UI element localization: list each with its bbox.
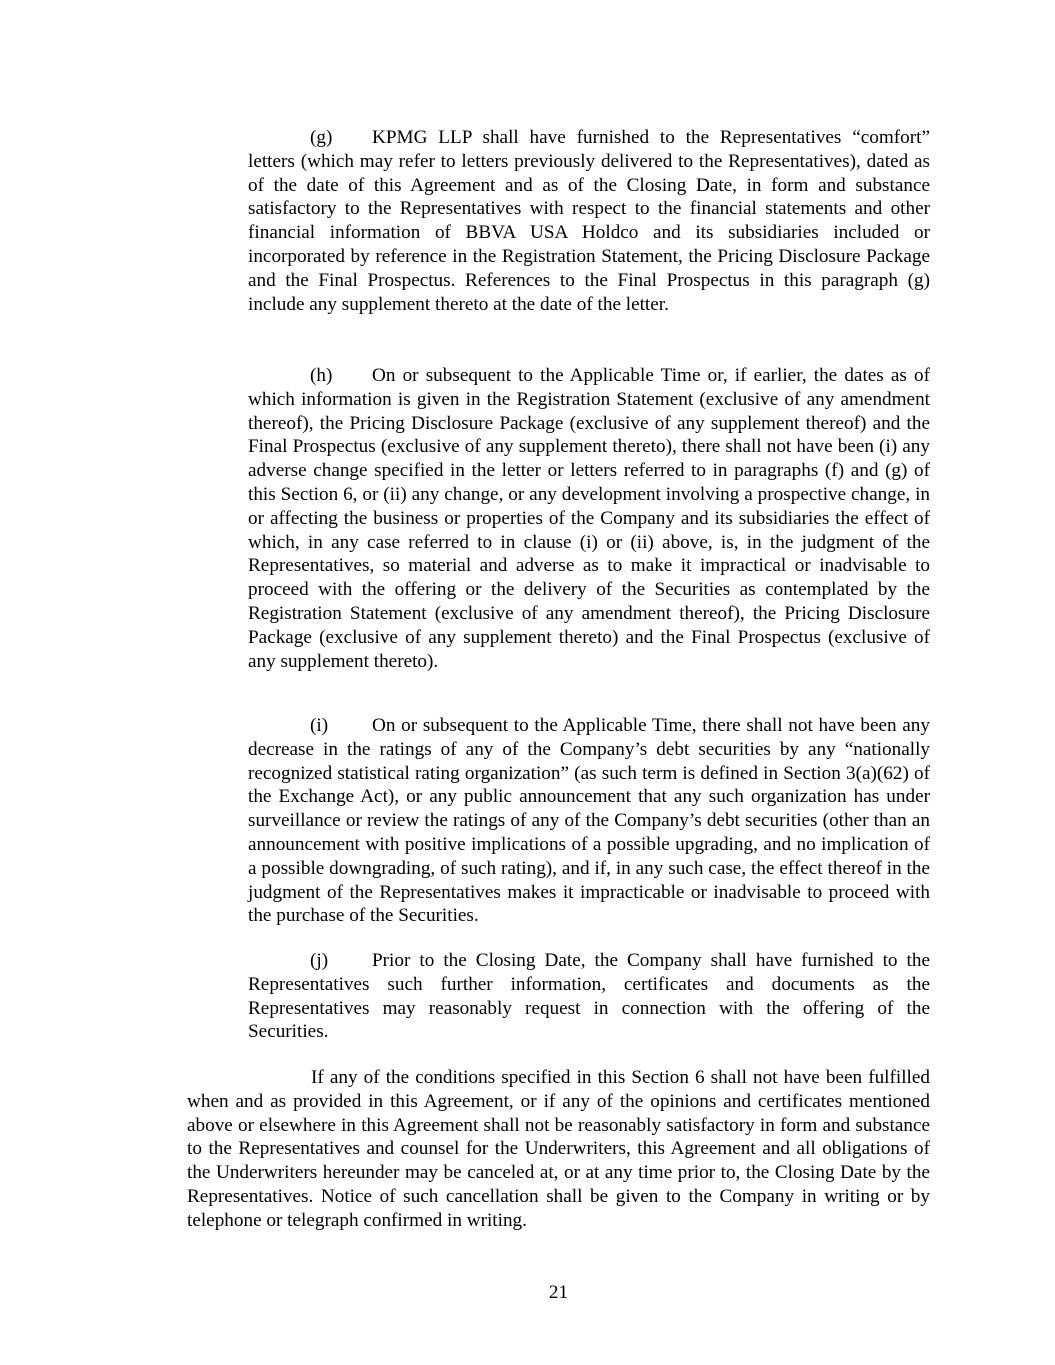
paragraph-h-text: On or subsequent to the Applicable Time or, if earlier, the dates as of which information is given in the Registration Statement (exclusive of any amendment thereof), the Pricing Disclosure Package (exclusive of any supplement thereof) and the Final Prospectus (exclusive of any supplement thereto), there shall not have been (i) any adverse change specified in the letter or letters referred to in paragraphs (f) and (g) of this Section 6, or (ii) any change, or any development involving a prospective change, in or affecting the business or properties of the Company and its subsidiaries the effect of which, in any case referred to in clause (i) or (ii) above, is, in the judgment of the Representatives, so material and adverse as to make it impractical or inadvisable to proceed with the offering or the delivery of the Securities as contemplated by the Registration Statement (exclusive of any amendment thereof), the Pricing Disclosure Package (exclusive of any supplement thereto) and the Final Prospectus (exclusive of any supplement thereto).	[248, 365, 930, 672]
paragraph-g	[248, 126, 930, 316]
paragraph-i-label: (i)	[310, 715, 329, 736]
paragraph-g-label: (g)	[310, 127, 333, 148]
paragraph-j-label: (j)	[310, 950, 329, 971]
page-number: 21	[548, 1282, 569, 1303]
paragraph-j-text: Prior to the Closing Date, the Company shall have furnished to the Representatives such further information, certificates and documents as the Representatives may reasonably request in connection with the offering of the Securities.	[248, 950, 930, 1043]
paragraph-h	[248, 364, 930, 673]
paragraph-h-label: (h)	[310, 365, 333, 386]
paragraph-i	[248, 714, 930, 928]
paragraph-i-text: On or subsequent to the Applicable Time, there shall not have been any decrease in the ratings of any of the Company’s debt securities by any “nationally recognized statistical rating organization” (as such term is defined in Section 3(a)(62) of the Exchange Act), or any public announcement that any such organization has under surveillance or review the ratings of any of the Company’s debt securities (other than an announcement with positive implications of a possible upgrading, and no implication of a possible downgrading, of such rating), and if, in any such case, the effect thereof in the judgment of the Representatives makes it impracticable or inadvisable to proceed with the purchase of the Securities.	[248, 715, 930, 927]
paragraph-j	[248, 949, 930, 1044]
paragraph-g-text: KPMG LLP shall have furnished to the Representatives “comfort” letters (which may refer to letters previously delivered to the Representatives), dated as of the date of this Agreement and as of the Closing Date, in form and substance satisfactory to the Representatives with respect to the financial statements and other financial information of BBVA USA Holdco and its subsidiaries included or incorporated by reference in the Registration Statement, the Pricing Disclosure Package and the Final Prospectus. References to the Final Prospectus in this paragraph (g) include any supplement thereto at the date of the letter.	[248, 127, 930, 315]
closing-paragraph: If any of the conditions specified in this Section 6 shall not have been fulfilled when and as provided in this Agreement, or if any of the opinions and certificates mentioned above or elsewhere in this Agreement shall not be reasonably satisfactory in form and substance to the Representatives and counsel for the Underwriters, this Agreement and all obligations of the Underwriters hereunder may be canceled at, or at any time prior to, the Closing Date by the Representatives. Notice of such cancellation shall be given to the Company in writing or by telephone or telegraph confirmed in writing.	[187, 1067, 930, 1231]
